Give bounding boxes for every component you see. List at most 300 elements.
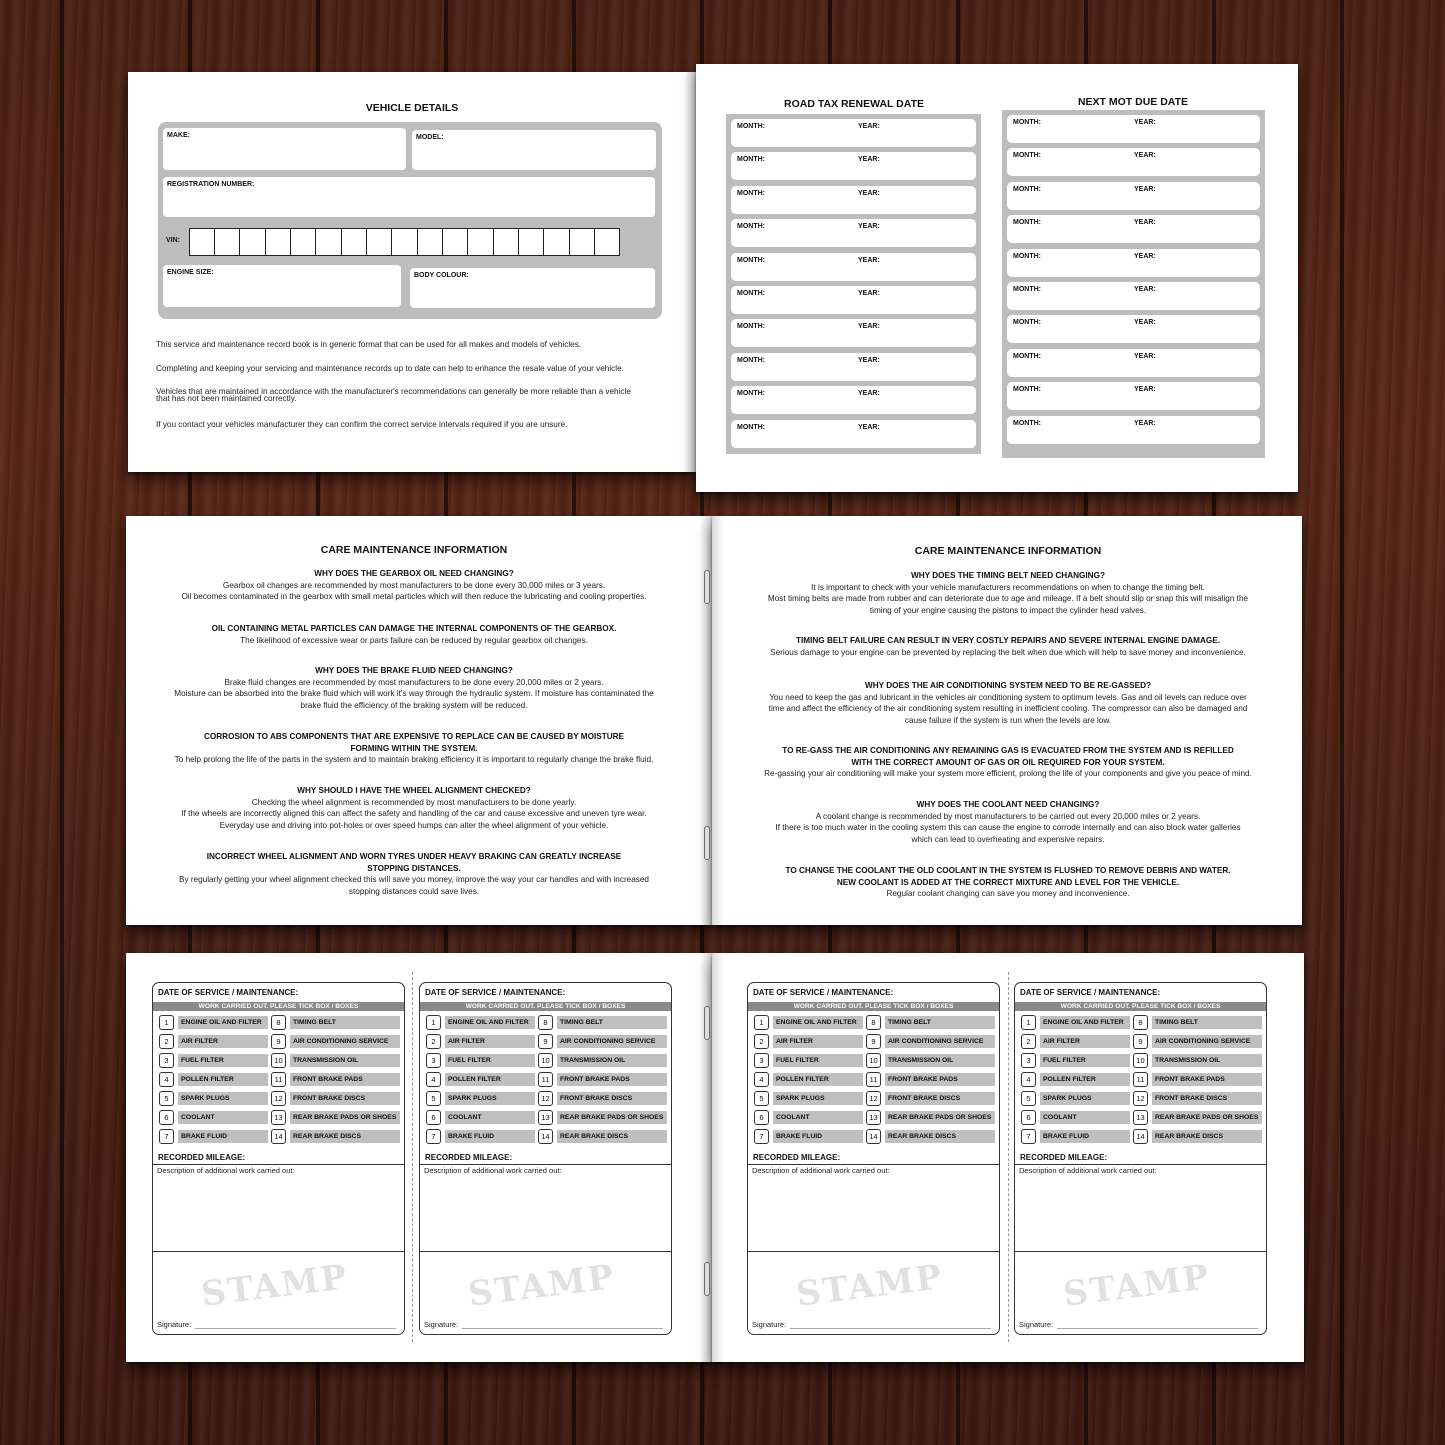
year-label: YEAR:	[858, 290, 880, 297]
service-item-number[interactable]: 11	[271, 1072, 286, 1087]
vin-label: VIN:	[166, 237, 180, 244]
cut-line	[412, 972, 413, 1342]
care-info-right-page	[712, 516, 1302, 925]
care-info-text: Everyday use and driving into pot-holes or over speed humps can alter the wheel alignment of your vehicle.	[219, 820, 609, 830]
road-tax-date-row[interactable]	[731, 119, 976, 147]
signature-line[interactable]	[462, 1328, 663, 1329]
care-left-title: CARE MAINTENANCE INFORMATION	[320, 544, 508, 556]
month-label: MONTH:	[737, 256, 765, 264]
care-info-text: If the wheels are incorrectly aligned this can affect the safety and handling of the car and cause excessive and uneven tyre wear.	[181, 809, 647, 818]
care-info-text: Most timing belts are made from rubber and can deteriorate due to age and mileage. If a belt should slip or snap this will misalign the	[767, 594, 1249, 603]
vin-character-box[interactable]	[239, 228, 266, 256]
road-tax-date-row[interactable]	[731, 219, 976, 247]
stamp-watermark: STAMP	[466, 1257, 618, 1315]
next-mot-date-row[interactable]	[1007, 148, 1260, 176]
care-info-heading: WHY DOES THE TIMING BELT NEED CHANGING?	[911, 571, 1105, 580]
vin-character-box[interactable]	[417, 228, 444, 256]
month-label: MONTH:	[737, 290, 765, 297]
care-info-heading: TO CHANGE THE COOLANT THE OLD COOLANT IN THE SYSTEM IS FLUSHED TO REMOVE DEBRIS AND WATER. NEW COOLANT IS ADDED AT THE CORRECT MIXTURE AND LEVEL FOR THE VEHICLE.	[785, 866, 1231, 887]
year-label: YEAR:	[1134, 352, 1156, 360]
care-info-text: The likelihood of excessive wear or parts failure can be reduced by regular gearbox oil changes.	[240, 635, 588, 645]
divider	[420, 1164, 671, 1165]
staple	[704, 1262, 710, 1296]
cut-line	[1008, 972, 1009, 1342]
road-tax-date-row[interactable]	[731, 186, 976, 214]
model-field[interactable]	[412, 130, 656, 170]
care-info-heading: TIMING BELT FAILURE CAN RESULT IN VERY COSTLY REPAIRS AND SEVERE INTERNAL ENGINE DAMAGE.	[796, 636, 1220, 645]
care-info-heading: WHY DOES THE GEARBOX OIL NEED CHANGING?	[314, 569, 514, 578]
service-item-number[interactable]: 9	[538, 1034, 553, 1049]
care-info-block	[126, 851, 702, 897]
divider	[420, 1251, 671, 1252]
recorded-mileage-label: RECORDED MILEAGE:	[753, 1153, 841, 1162]
service-item-number[interactable]: 1	[159, 1015, 174, 1030]
stamp-watermark: STAMP	[794, 1257, 946, 1315]
additional-work-label: Description of additional work carried out:	[157, 1166, 295, 1175]
vin-character-box[interactable]	[569, 228, 596, 256]
care-info-heading: WHY DOES THE COOLANT NEED CHANGING?	[916, 800, 1100, 809]
service-item-number[interactable]: 10	[866, 1053, 881, 1068]
service-item-number[interactable]: 9	[271, 1034, 286, 1049]
signature-line[interactable]	[1057, 1328, 1258, 1329]
service-item-number[interactable]: 4	[426, 1072, 441, 1087]
care-info-block	[126, 731, 702, 766]
service-item-label: AIR FILTER	[445, 1035, 535, 1048]
service-item-label: AIR FILTER	[178, 1035, 268, 1048]
care-info-left-page	[126, 516, 712, 925]
divider	[1015, 1251, 1266, 1252]
service-item-label: FRONT BRAKE PADS	[557, 1073, 667, 1086]
vin-character-box[interactable]	[315, 228, 342, 256]
care-info-text: A coolant change is recommended by most manufacturers to be carried out every 20,000 miles or 2 years.	[815, 811, 1201, 821]
service-item-label: SPARK PLUGS	[1040, 1092, 1130, 1105]
additional-work-label: Description of additional work carried out:	[424, 1166, 562, 1175]
service-item-label: POLLEN FILTER	[178, 1073, 268, 1086]
additional-work-label: Description of additional work carried out:	[752, 1166, 890, 1175]
service-item-label: COOLANT	[178, 1111, 268, 1124]
service-item-label: FUEL FILTER	[1040, 1054, 1130, 1067]
care-info-block	[712, 799, 1304, 845]
signature-line[interactable]	[790, 1328, 991, 1329]
service-item-number[interactable]: 1	[426, 1015, 441, 1030]
care-info-text: Serious damage to your engine can be prevented by replacing the belt when due which will help to save money and inconvenience.	[770, 647, 1246, 657]
registration-field[interactable]	[163, 177, 655, 217]
service-item-number[interactable]: 13	[538, 1110, 553, 1125]
service-record-card	[747, 982, 1000, 1335]
service-item-number[interactable]: 8	[866, 1015, 881, 1030]
year-label: YEAR:	[858, 323, 880, 331]
service-item-label: ENGINE OIL AND FILTER	[1040, 1016, 1130, 1029]
service-item-label: AIR CONDITIONING SERVICE	[290, 1035, 400, 1048]
service-item-label: FRONT BRAKE PADS	[290, 1073, 400, 1086]
vin-character-box[interactable]	[265, 228, 292, 256]
staple	[704, 1006, 710, 1040]
vin-character-box[interactable]	[189, 228, 216, 256]
body-colour-field[interactable]	[410, 268, 655, 308]
service-item-label: REAR BRAKE PADS OR SHOES	[1152, 1111, 1262, 1124]
body-colour-label: BODY COLOUR:	[414, 272, 469, 279]
care-info-block	[712, 680, 1304, 726]
service-item-label: REAR BRAKE PADS OR SHOES	[557, 1111, 667, 1124]
vin-boxes[interactable]	[190, 228, 620, 256]
care-info-block	[712, 865, 1304, 900]
signature-line[interactable]	[195, 1328, 396, 1329]
vin-character-box[interactable]	[391, 228, 418, 256]
service-item-number[interactable]: 6	[159, 1110, 174, 1125]
date-of-service-label: DATE OF SERVICE / MAINTENANCE:	[425, 988, 566, 997]
vehicle-details-frame	[158, 122, 662, 319]
year-label: YEAR:	[1134, 386, 1156, 394]
service-item-label: COOLANT	[1040, 1111, 1130, 1124]
road-tax-date-row[interactable]	[731, 386, 976, 414]
year-label: YEAR:	[858, 356, 880, 364]
care-info-heading: INCORRECT WHEEL ALIGNMENT AND WORN TYRES UNDER HEAVY BRAKING CAN GREATLY INCREASE STOPPING DISTANCES.	[206, 852, 622, 873]
service-item-number[interactable]: 11	[866, 1072, 881, 1087]
service-item-label: REAR BRAKE DISCS	[557, 1130, 667, 1143]
next-mot-date-row[interactable]	[1007, 416, 1260, 444]
registration-label: REGISTRATION NUMBER:	[167, 181, 255, 188]
month-label: MONTH:	[1013, 319, 1041, 327]
signature-label: Signature:	[1019, 1320, 1054, 1329]
service-item-number[interactable]: 12	[866, 1091, 881, 1106]
stamp-watermark: STAMP	[1061, 1257, 1213, 1315]
service-item-number[interactable]: 2	[754, 1034, 769, 1049]
service-item-label: SPARK PLUGS	[773, 1092, 863, 1105]
service-item-label: BRAKE FLUID	[1040, 1130, 1130, 1143]
care-info-heading: WHY SHOULD I HAVE THE WHEEL ALIGNMENT CHECKED?	[297, 786, 531, 795]
month-label: MONTH:	[737, 123, 765, 130]
vin-character-box[interactable]	[543, 228, 570, 256]
year-label: YEAR:	[1134, 119, 1156, 126]
vin-character-box[interactable]	[366, 228, 393, 256]
service-item-number[interactable]: 4	[1021, 1072, 1036, 1087]
service-item-number[interactable]: 4	[754, 1072, 769, 1087]
care-info-block	[712, 745, 1304, 780]
next-mot-date-row[interactable]	[1007, 182, 1260, 210]
vin-character-box[interactable]	[214, 228, 241, 256]
service-item-number[interactable]: 3	[426, 1053, 441, 1068]
intro-paragraph-3: Vehicles that are maintained in accordance with the manufacturer's recommendations can generally be more reliable than a vehicle	[156, 387, 631, 396]
care-info-block	[126, 665, 702, 711]
care-info-block	[126, 623, 702, 646]
month-label: MONTH:	[737, 323, 765, 331]
vehicle-details-title: VEHICLE DETAILS	[365, 102, 459, 114]
year-label: YEAR:	[1134, 419, 1156, 427]
year-label: YEAR:	[1134, 185, 1156, 193]
service-item-label: POLLEN FILTER	[1040, 1073, 1130, 1086]
engine-size-field[interactable]	[163, 265, 401, 307]
next-mot-date-row[interactable]	[1007, 282, 1260, 310]
divider	[748, 1164, 999, 1165]
care-info-text: It is important to check with your vehicle manufacturers recommendations on when to change the timing belt.	[811, 582, 1205, 592]
intro-paragraph-4: If you contact your vehicles manufacturer they can confirm the correct service intervals required if you are unsure.	[156, 420, 568, 429]
service-item-label: BRAKE FLUID	[178, 1130, 268, 1143]
intro-paragraph-1: This service and maintenance record book is in generic format that can be used for all makes and models of vehicles.	[156, 340, 582, 349]
service-item-number[interactable]: 7	[159, 1129, 174, 1144]
service-item-label: REAR BRAKE DISCS	[885, 1130, 995, 1143]
care-info-text: Moisture can be absorbed into the brake fluid which will work it's way through the hydraulic system. If moisture has contaminated the	[174, 689, 654, 698]
care-info-text: Regular coolant changing can save you money and inconvenience.	[886, 889, 1130, 898]
year-label: YEAR:	[1134, 286, 1156, 293]
service-item-number[interactable]: 5	[426, 1091, 441, 1106]
service-item-label: FRONT BRAKE PADS	[885, 1073, 995, 1086]
road-tax-date-row[interactable]	[731, 152, 976, 180]
service-item-number[interactable]: 6	[1021, 1110, 1036, 1125]
care-right-title: CARE MAINTENANCE INFORMATION	[914, 545, 1102, 557]
year-label: YEAR:	[858, 256, 880, 264]
care-info-text: cause failure if the system is run when the levels are low.	[904, 715, 1112, 725]
next-mot-title: NEXT MOT DUE DATE	[1077, 96, 1189, 108]
work-carried-out-bar: WORK CARRIED OUT. PLEASE TICK BOX / BOXES	[420, 1002, 671, 1011]
service-item-number[interactable]: 5	[1021, 1091, 1036, 1106]
year-label: YEAR:	[858, 189, 880, 197]
stamp-watermark: STAMP	[199, 1257, 351, 1315]
month-label: MONTH:	[1013, 419, 1041, 427]
service-item-label: FRONT BRAKE PADS	[1152, 1073, 1262, 1086]
service-item-number[interactable]: 14	[538, 1129, 553, 1144]
service-item-number[interactable]: 3	[754, 1053, 769, 1068]
service-item-number[interactable]: 8	[271, 1015, 286, 1030]
service-item-label: AIR CONDITIONING SERVICE	[557, 1035, 667, 1048]
service-item-number[interactable]: 13	[866, 1110, 881, 1125]
work-carried-out-bar: WORK CARRIED OUT. PLEASE TICK BOX / BOXES	[1015, 1002, 1266, 1011]
vin-character-box[interactable]	[467, 228, 494, 256]
service-item-number[interactable]: 7	[426, 1129, 441, 1144]
month-label: MONTH:	[737, 156, 765, 164]
vin-character-box[interactable]	[442, 228, 469, 256]
month-label: MONTH:	[1013, 352, 1041, 360]
service-item-label: SPARK PLUGS	[178, 1092, 268, 1105]
year-label: YEAR:	[1134, 319, 1156, 327]
service-item-number[interactable]: 3	[1021, 1053, 1036, 1068]
service-item-label: FRONT BRAKE DISCS	[557, 1092, 667, 1105]
care-info-text: You need to keep the gas and lubricant in the vehicles air conditioning system to optimum levels. Gas and oil levels can reduce over	[769, 692, 1247, 702]
service-item-label: COOLANT	[773, 1111, 863, 1124]
divider	[1015, 1164, 1266, 1165]
service-record-card	[152, 982, 405, 1335]
make-label: MAKE:	[167, 132, 190, 139]
service-item-number[interactable]: 12	[1133, 1091, 1148, 1106]
service-item-label: FUEL FILTER	[445, 1054, 535, 1067]
month-label: MONTH:	[1013, 286, 1041, 293]
care-info-text: Gearbox oil changes are recommended by most manufacturers to be done every 30,000 miles or 3 years.	[222, 580, 606, 590]
care-info-heading: OIL CONTAINING METAL PARTICLES CAN DAMAGE THE INTERNAL COMPONENTS OF THE GEARBOX.	[211, 624, 617, 633]
service-item-number[interactable]: 3	[159, 1053, 174, 1068]
year-label: YEAR:	[858, 156, 880, 164]
signature-label: Signature:	[424, 1320, 459, 1329]
service-item-label: AIR CONDITIONING SERVICE	[1152, 1035, 1262, 1048]
divider	[748, 1251, 999, 1252]
year-label: YEAR:	[858, 423, 880, 431]
month-label: MONTH:	[737, 189, 765, 197]
vehicle-details-page	[128, 72, 696, 472]
month-label: MONTH:	[1013, 386, 1041, 394]
care-info-text: brake fluid the efficiency of the braking system will be reduced.	[300, 700, 528, 710]
vin-character-box[interactable]	[290, 228, 317, 256]
service-record-card	[419, 982, 672, 1335]
service-item-number[interactable]: 8	[538, 1015, 553, 1030]
make-field[interactable]	[163, 128, 406, 170]
next-mot-date-row[interactable]	[1007, 315, 1260, 343]
service-item-label: TRANSMISSION OIL	[290, 1054, 400, 1067]
service-item-label: COOLANT	[445, 1111, 535, 1124]
month-label: MONTH:	[1013, 119, 1041, 126]
engine-size-label: ENGINE SIZE:	[167, 269, 214, 276]
road-tax-date-row[interactable]	[731, 353, 976, 381]
service-item-number[interactable]: 7	[1021, 1129, 1036, 1144]
service-item-number[interactable]: 11	[538, 1072, 553, 1087]
service-item-label: BRAKE FLUID	[445, 1130, 535, 1143]
vin-character-box[interactable]	[594, 228, 621, 256]
care-info-block	[126, 785, 702, 831]
vin-character-box[interactable]	[341, 228, 368, 256]
service-item-label: TIMING BELT	[885, 1016, 995, 1029]
service-item-number[interactable]: 2	[426, 1034, 441, 1049]
service-item-number[interactable]: 1	[754, 1015, 769, 1030]
work-carried-out-bar: WORK CARRIED OUT. PLEASE TICK BOX / BOXES	[748, 1002, 999, 1011]
month-label: MONTH:	[1013, 252, 1041, 260]
care-info-heading: WHY DOES THE BRAKE FLUID NEED CHANGING?	[315, 666, 513, 675]
service-item-label: FRONT BRAKE DISCS	[290, 1092, 400, 1105]
care-info-text: Oil becomes contaminated in the gearbox with small metal particles which will then reduce the lubricating and cooling properties.	[181, 592, 647, 601]
date-of-service-label: DATE OF SERVICE / MAINTENANCE:	[158, 988, 299, 997]
road-tax-date-row[interactable]	[731, 420, 976, 448]
service-item-label: REAR BRAKE DISCS	[1152, 1130, 1262, 1143]
service-item-number[interactable]: 9	[866, 1034, 881, 1049]
intro-paragraph-3b: that has not been maintained correctly.	[156, 394, 297, 403]
service-item-number[interactable]: 9	[1133, 1034, 1148, 1049]
service-item-number[interactable]: 5	[159, 1091, 174, 1106]
service-record-card	[1014, 982, 1267, 1335]
road-tax-date-row[interactable]	[731, 319, 976, 347]
service-item-label: ENGINE OIL AND FILTER	[445, 1016, 535, 1029]
care-info-text: Brake fluid changes are recommended by most manufacturers to be done every 20,000 miles or 2 years.	[224, 677, 604, 687]
work-carried-out-bar: WORK CARRIED OUT. PLEASE TICK BOX / BOXES	[153, 1002, 404, 1011]
year-label: YEAR:	[1134, 252, 1156, 260]
staple	[704, 570, 710, 604]
signature-label: Signature:	[157, 1320, 192, 1329]
next-mot-frame	[1002, 110, 1265, 458]
service-item-label: BRAKE FLUID	[773, 1130, 863, 1143]
model-label: MODEL:	[416, 134, 444, 141]
service-item-label: FRONT BRAKE DISCS	[885, 1092, 995, 1105]
service-item-number[interactable]: 5	[754, 1091, 769, 1106]
service-item-number[interactable]: 13	[271, 1110, 286, 1125]
service-item-label: AIR FILTER	[1040, 1035, 1130, 1048]
care-info-block	[712, 635, 1304, 658]
service-item-label: TIMING BELT	[290, 1016, 400, 1029]
road-tax-frame	[726, 114, 981, 454]
service-item-label: SPARK PLUGS	[445, 1092, 535, 1105]
service-item-number[interactable]: 12	[538, 1091, 553, 1106]
service-item-label: ENGINE OIL AND FILTER	[773, 1016, 863, 1029]
year-label: YEAR:	[858, 223, 880, 231]
service-item-label: AIR FILTER	[773, 1035, 863, 1048]
service-item-label: TRANSMISSION OIL	[557, 1054, 667, 1067]
care-info-text: Re-gassing your air conditioning will make your system more efficient, prolong the life of your components and give you peace of mind.	[764, 769, 1252, 778]
recorded-mileage-label: RECORDED MILEAGE:	[425, 1153, 513, 1162]
service-item-number[interactable]: 1	[1021, 1015, 1036, 1030]
next-mot-date-row[interactable]	[1007, 215, 1260, 243]
signature-label: Signature:	[752, 1320, 787, 1329]
next-mot-date-row[interactable]	[1007, 349, 1260, 377]
vin-character-box[interactable]	[518, 228, 545, 256]
road-tax-date-row[interactable]	[731, 253, 976, 281]
dates-page	[696, 64, 1298, 492]
service-item-number[interactable]: 2	[159, 1034, 174, 1049]
service-item-number[interactable]: 11	[1133, 1072, 1148, 1087]
care-info-block	[126, 568, 702, 603]
year-label: YEAR:	[858, 390, 880, 398]
month-label: MONTH:	[737, 423, 765, 431]
care-info-text: which can lead to overheating and expensive repairs.	[911, 834, 1105, 844]
service-item-number[interactable]: 12	[271, 1091, 286, 1106]
service-item-number[interactable]: 6	[426, 1110, 441, 1125]
service-item-label: ENGINE OIL AND FILTER	[178, 1016, 268, 1029]
service-item-label: TIMING BELT	[1152, 1016, 1262, 1029]
intro-paragraph-2: Completing and keeping your servicing and maintenance records up to date can help to enhance the resale value of your vehicle.	[156, 364, 624, 373]
service-item-label: FUEL FILTER	[178, 1054, 268, 1067]
care-info-text: By regularly getting your wheel alignment checked this will save you money, improve the way your car handles and with increased	[179, 875, 649, 884]
road-tax-date-row[interactable]	[731, 286, 976, 314]
year-label: YEAR:	[1134, 152, 1156, 160]
staple	[704, 826, 710, 860]
month-label: MONTH:	[737, 356, 765, 364]
service-item-number[interactable]: 14	[271, 1129, 286, 1144]
service-item-label: TIMING BELT	[557, 1016, 667, 1029]
divider	[153, 1164, 404, 1165]
care-info-heading: TO RE-GASS THE AIR CONDITIONING ANY REMAINING GAS IS EVACUATED FROM THE SYSTEM AND IS REFILLED WITH THE CORRECT AMOUNT OF GAS OR OIL REQUIRED FOR YOUR SYSTEM.	[782, 746, 1234, 767]
service-item-number[interactable]: 10	[271, 1053, 286, 1068]
care-info-text: Checking the wheel alignment is recommended by most manufacturers to be done yearly.	[251, 797, 577, 807]
service-item-number[interactable]: 14	[866, 1129, 881, 1144]
service-item-label: REAR BRAKE DISCS	[290, 1130, 400, 1143]
next-mot-date-row[interactable]	[1007, 249, 1260, 277]
vin-character-box[interactable]	[493, 228, 520, 256]
next-mot-date-row[interactable]	[1007, 382, 1260, 410]
service-item-label: FUEL FILTER	[773, 1054, 863, 1067]
service-item-number[interactable]: 10	[1133, 1053, 1148, 1068]
care-info-heading: WHY DOES THE AIR CONDITIONING SYSTEM NEED TO BE RE-GASSED?	[865, 681, 1151, 690]
service-item-number[interactable]: 2	[1021, 1034, 1036, 1049]
service-item-label: POLLEN FILTER	[773, 1073, 863, 1086]
service-item-label: TRANSMISSION OIL	[1152, 1054, 1262, 1067]
month-label: MONTH:	[1013, 185, 1041, 193]
year-label: YEAR:	[1134, 219, 1156, 227]
care-info-text: To help prolong the life of the parts in the system and to maintain braking efficiency it is important to regularly change the brake fluid.	[174, 755, 654, 764]
care-info-block	[712, 570, 1304, 616]
service-item-number[interactable]: 14	[1133, 1129, 1148, 1144]
service-item-label: POLLEN FILTER	[445, 1073, 535, 1086]
care-info-text: time and affect the efficiency of the air conditioning system resulting in inefficient cooling. The compressor can also be damaged and	[768, 704, 1248, 713]
care-info-text: If there is too much water in the cooling system this can cause the engine to corrode internally and can also block water galleries	[775, 823, 1241, 832]
month-label: MONTH:	[1013, 152, 1041, 160]
date-of-service-label: DATE OF SERVICE / MAINTENANCE:	[1020, 988, 1161, 997]
service-item-number[interactable]: 7	[754, 1129, 769, 1144]
service-item-number[interactable]: 4	[159, 1072, 174, 1087]
date-of-service-label: DATE OF SERVICE / MAINTENANCE:	[753, 988, 894, 997]
next-mot-date-row[interactable]	[1007, 115, 1260, 143]
month-label: MONTH:	[737, 223, 765, 231]
month-label: MONTH:	[737, 390, 765, 398]
service-item-number[interactable]: 13	[1133, 1110, 1148, 1125]
service-item-label: FRONT BRAKE DISCS	[1152, 1092, 1262, 1105]
service-item-label: REAR BRAKE PADS OR SHOES	[885, 1111, 995, 1124]
service-item-number[interactable]: 6	[754, 1110, 769, 1125]
service-item-number[interactable]: 10	[538, 1053, 553, 1068]
care-info-heading: CORROSION TO ABS COMPONENTS THAT ARE EXPENSIVE TO REPLACE CAN BE CAUSED BY MOISTURE FORMING WITHIN THE SYSTEM.	[203, 732, 625, 753]
service-item-number[interactable]: 8	[1133, 1015, 1148, 1030]
